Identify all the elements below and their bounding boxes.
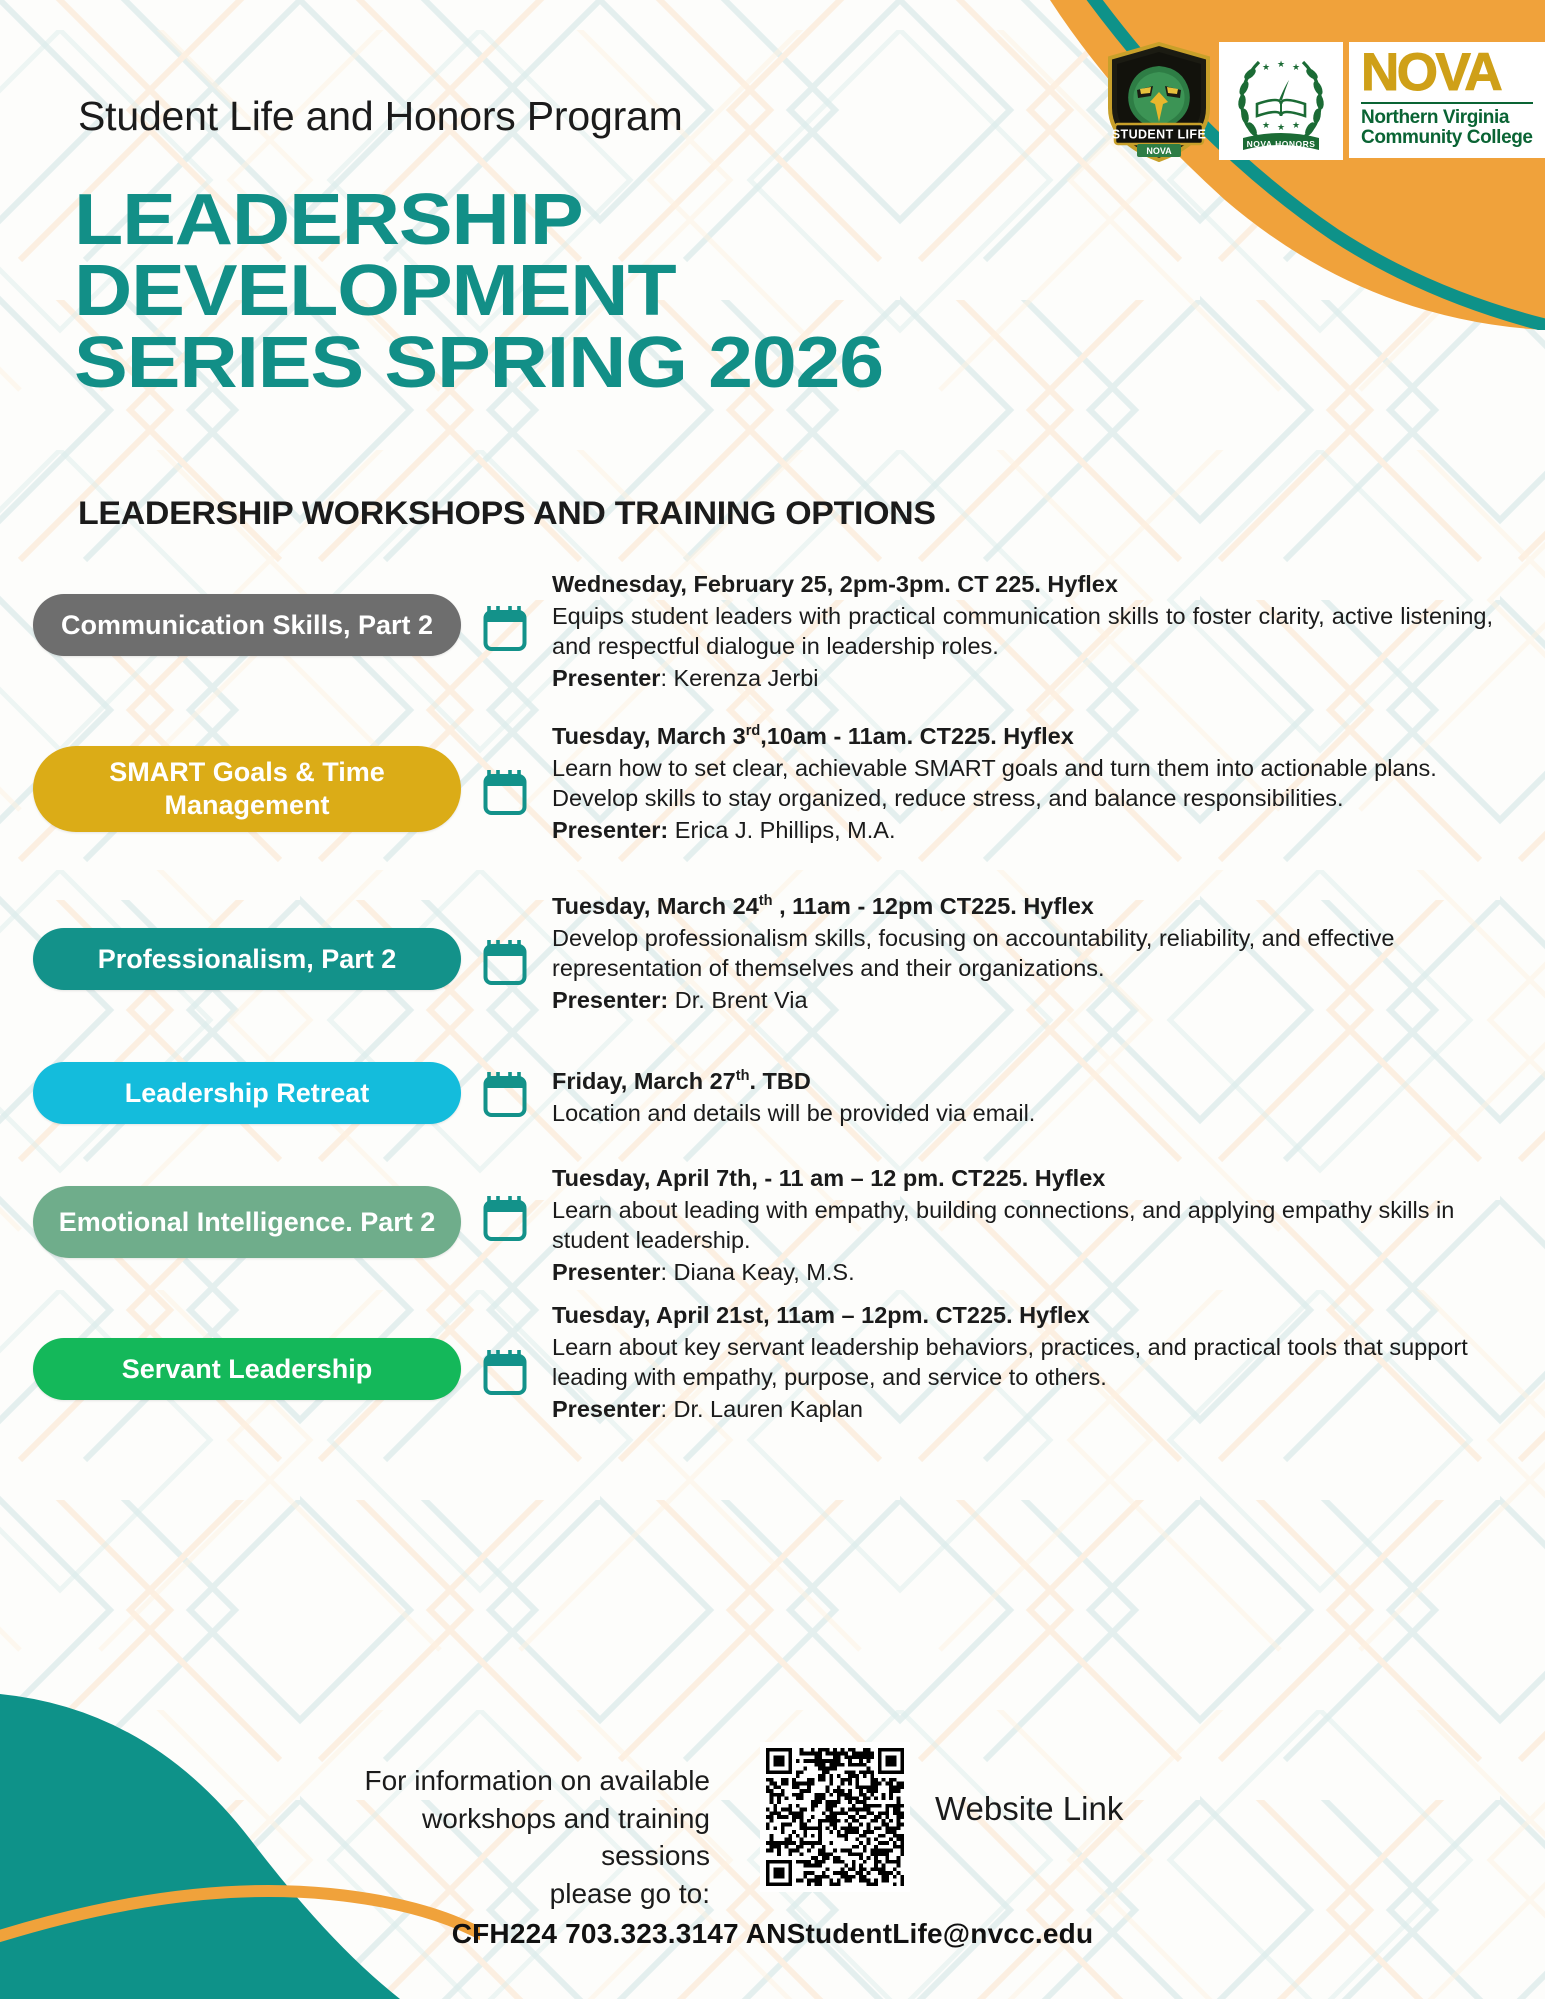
nova-wordmark-line1: Northern Virginia: [1361, 106, 1510, 128]
workshop-description: Learn how to set clear, achievable SMART goals and turn them into actionable plans. Develop skills to stay organized, reduce stress, and balance responsibilities.: [552, 754, 1437, 812]
workshop-detail: [552, 569, 1493, 693]
workshop-presenter: Presenter: Dr. Lauren Kaplan: [552, 1395, 863, 1422]
calendar-icon: [482, 1066, 528, 1118]
title-line-2: DEVELOPMENT: [74, 251, 676, 332]
svg-text:NOVA HONORS: NOVA HONORS: [1246, 139, 1316, 149]
calendar-icon: [482, 1344, 528, 1396]
workshop-name-pill[interactable]: Leadership Retreat: [33, 1062, 461, 1124]
workshop-detail: [552, 1066, 1493, 1128]
workshop-dateline: Tuesday, April 7th, - 11 am – 12 pm. CT225. Hyflex: [552, 1165, 1106, 1191]
workshop-detail: [552, 891, 1493, 1015]
presenter-label: Presenter: [552, 1258, 661, 1285]
workshop-name-pill[interactable]: Servant Leadership: [33, 1338, 461, 1400]
workshop-presenter: Presenter: Kerenza Jerbi: [552, 664, 819, 691]
logo-group: [1105, 42, 1545, 162]
nova-honors-seal-logo: [1219, 42, 1343, 160]
nova-wordmark-rule: [1361, 102, 1533, 104]
workshop-name-pill[interactable]: SMART Goals & Time Management: [33, 746, 461, 832]
footer-info-line-2: workshops and training sessions: [422, 1802, 710, 1872]
footer-info-line-1: For information on available: [364, 1765, 710, 1796]
svg-text:★: ★: [1276, 60, 1286, 70]
date-ordinal-suffix: th: [758, 893, 773, 910]
workshop-description: Learn about key servant leadership behaviors, practices, and practical tools that support leading with empathy, purpose, and service to others.: [552, 1333, 1468, 1391]
presenter-label: Presenter:: [552, 816, 669, 843]
page-kicker: Student Life and Honors Program: [78, 93, 683, 139]
calendar-icon: [482, 1190, 528, 1242]
svg-text:★: ★: [1261, 63, 1271, 73]
page-title: [74, 180, 884, 403]
date-ordinal-suffix: rd: [745, 723, 761, 740]
qr-code[interactable]: [760, 1742, 910, 1892]
nova-wordmark-line2: Community College: [1361, 127, 1533, 149]
workshop-detail: [552, 1300, 1493, 1424]
workshop-name-pill[interactable]: Professionalism, Part 2: [33, 928, 461, 990]
workshop-presenter: Presenter: Erica J. Phillips, M.A.: [552, 816, 896, 843]
workshop-description: Location and details will be provided via email.: [552, 1099, 1036, 1126]
workshop-description: Learn about leading with empathy, building connections, and applying empathy skills in student leadership.: [552, 1196, 1455, 1254]
title-line-1: LEADERSHIP: [74, 180, 583, 260]
workshop-description: Develop professionalism skills, focusing on accountability, reliability, and effective representation of themselves and their organizations.: [552, 924, 1395, 982]
website-link-label[interactable]: Website Link: [935, 1790, 1124, 1827]
date-ordinal-suffix: th: [735, 1068, 750, 1085]
workshop-detail: [552, 1163, 1493, 1287]
student-life-shield-logo: [1105, 42, 1213, 162]
footer-info-text: [330, 1762, 710, 1912]
workshop-dateline: Tuesday, March 24th , 11am - 12pm CT225. Hyflex: [552, 893, 1094, 919]
calendar-icon: [482, 600, 528, 652]
nova-wordmark-logo: [1349, 42, 1545, 158]
workshop-name-pill[interactable]: Communication Skills, Part 2: [33, 594, 461, 656]
calendar-icon: [482, 934, 528, 986]
presenter-label: Presenter: [552, 664, 661, 691]
presenter-label: Presenter: [552, 1395, 661, 1422]
workshop-presenter: Presenter: Diana Keay, M.S.: [552, 1258, 855, 1285]
contact-bar: CFH224 703.323.3147 ANStudentLife@nvcc.edu: [451, 1918, 1094, 1949]
page-subtitle: LEADERSHIP WORKSHOPS AND TRAINING OPTIONS: [78, 495, 936, 531]
workshop-detail: [552, 721, 1493, 845]
workshop-description: Equips student leaders with practical communication skills to foster clarity, active listening, and respectful dialogue in leadership roles.: [552, 602, 1493, 660]
svg-text:★: ★: [1291, 121, 1301, 131]
title-line-3: SERIES SPRING 2026: [74, 322, 884, 403]
workshop-name-pill[interactable]: Emotional Intelligence. Part 2: [33, 1186, 461, 1258]
calendar-icon: [482, 764, 528, 816]
svg-text:NOVA: NOVA: [1146, 146, 1172, 156]
workshop-dateline: Friday, March 27th. TBD: [552, 1068, 811, 1094]
presenter-label: Presenter:: [552, 986, 669, 1013]
svg-text:★: ★: [1261, 121, 1271, 131]
workshop-dateline: Wednesday, February 25, 2pm-3pm. CT 225. Hyflex: [552, 571, 1118, 597]
svg-text:★: ★: [1291, 63, 1301, 73]
workshop-dateline: Tuesday, March 3rd,10am - 11am. CT225. Hyflex: [552, 723, 1074, 749]
nova-wordmark-top: NOVA: [1361, 43, 1501, 102]
workshop-presenter: Presenter: Dr. Brent Via: [552, 986, 808, 1013]
workshop-dateline: Tuesday, April 21st, 11am – 12pm. CT225. Hyflex: [552, 1302, 1090, 1328]
footer-info-line-3: please go to:: [549, 1877, 710, 1909]
svg-text:STUDENT LIFE: STUDENT LIFE: [1111, 127, 1207, 142]
svg-text:★: ★: [1276, 123, 1286, 133]
